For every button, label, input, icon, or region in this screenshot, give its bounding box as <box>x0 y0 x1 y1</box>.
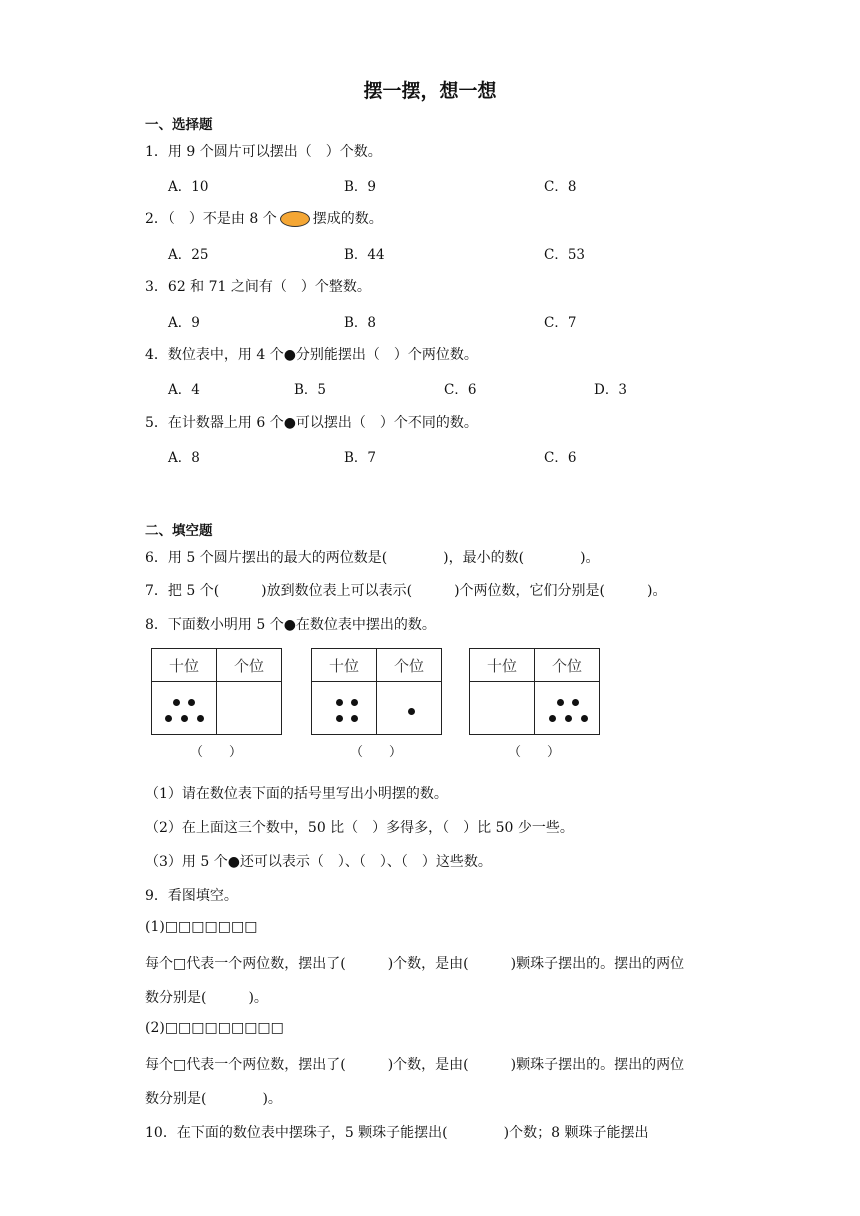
tens-cell <box>312 682 377 735</box>
q5-option-b: B．7 <box>344 450 377 466</box>
bead-dot <box>197 715 204 722</box>
bead-dot <box>549 715 556 722</box>
place-value-table-3 <box>469 648 600 735</box>
question-9-part-1-line-2: 数分别是( )。 <box>145 990 268 1006</box>
question-8-part-2: （2）在上面这三个数中，50 比（ ）多得多，（ ）比 50 少一些。 <box>145 820 574 836</box>
q2-text-after: 摆成的数。 <box>312 211 383 227</box>
bead-dot <box>336 715 343 722</box>
q4-option-b: B．5 <box>294 382 327 398</box>
bead-dot <box>188 699 195 706</box>
bead-dot <box>181 715 188 722</box>
question-10: 10．在下面的数位表中摆珠子，5 颗珠子能摆出( )个数；8 颗珠子能摆出 <box>145 1125 649 1141</box>
bead-dot <box>572 699 579 706</box>
question-9-part-2-line-1: 每个□代表一个两位数，摆出了( )个数，是由( )颗珠子摆出的。摆出的两位 <box>145 1057 685 1073</box>
question-9-part-2-label: (2)□□□□□□□□□ <box>145 1020 284 1036</box>
q2-text-before: 2．（ ）不是由 8 个 <box>145 211 277 227</box>
question-4: 4．数位表中，用 4 个●分别能摆出（ ）个两位数。 <box>145 347 478 363</box>
q1-option-b: B．9 <box>344 179 377 195</box>
question-6: 6．用 5 个圆片摆出的最大的两位数是( )，最小的数( )。 <box>145 550 600 566</box>
ones-cell <box>377 682 442 735</box>
question-2 <box>145 208 383 228</box>
q4-option-d: D．3 <box>594 382 627 398</box>
answer-paren-3: （ ） <box>508 745 561 760</box>
question-8: 8．下面数小明用 5 个●在数位表中摆出的数。 <box>145 617 436 633</box>
section-heading-choice: 一、选择题 <box>145 117 213 133</box>
q2-option-b: B．44 <box>344 247 385 263</box>
bead-dot <box>173 699 180 706</box>
q4-option-a: A．4 <box>168 382 200 398</box>
question-1: 1．用 9 个圆片可以摆出（ ）个数。 <box>145 144 382 160</box>
ones-cell <box>535 682 600 735</box>
q3-option-c: C．7 <box>544 315 577 331</box>
bead-dot <box>408 708 415 715</box>
question-9-part-1-line-1: 每个□代表一个两位数，摆出了( )个数，是由( )颗珠子摆出的。摆出的两位 <box>145 956 685 972</box>
question-9-part-1-label: (1)□□□□□□□ <box>145 919 258 935</box>
q2-option-c: C．53 <box>544 247 586 263</box>
ones-header: 个位 <box>217 649 282 682</box>
question-8-part-3: （3）用 5 个●还可以表示（ ）、（ ）、（ ）这些数。 <box>145 854 492 870</box>
page-title: 摆一摆，想一想 <box>363 80 497 102</box>
bead-dot <box>351 699 358 706</box>
bead-dot <box>336 699 343 706</box>
tens-header: 十位 <box>152 649 217 682</box>
tens-header: 十位 <box>470 649 535 682</box>
question-8-part-1: （1）请在数位表下面的括号里写出小明摆的数。 <box>145 786 448 802</box>
bead-dot <box>557 699 564 706</box>
place-value-table-1 <box>151 648 282 735</box>
answer-paren-1: （ ） <box>190 745 243 760</box>
tens-header: 十位 <box>312 649 377 682</box>
orange-disc-icon <box>280 211 310 227</box>
ones-header: 个位 <box>535 649 600 682</box>
question-9: 9．看图填空。 <box>145 888 238 904</box>
tens-cell <box>152 682 217 735</box>
q1-option-c: C．8 <box>544 179 577 195</box>
q5-option-a: A．8 <box>168 450 200 466</box>
bead-dot <box>581 715 588 722</box>
q3-option-b: B．8 <box>344 315 377 331</box>
question-9-part-2-line-2: 数分别是( )。 <box>145 1091 282 1107</box>
question-7: 7．把 5 个( )放到数位表上可以表示( )个两位数，它们分别是( )。 <box>145 583 667 599</box>
bead-dot <box>351 715 358 722</box>
ones-header: 个位 <box>377 649 442 682</box>
q3-option-a: A．9 <box>168 315 200 331</box>
q2-option-a: A．25 <box>168 247 209 263</box>
q4-option-c: C．6 <box>444 382 477 398</box>
question-3: 3．62 和 71 之间有（ ）个整数。 <box>145 279 371 295</box>
place-value-table-2 <box>311 648 442 735</box>
q1-option-a: A．10 <box>168 179 209 195</box>
q5-option-c: C．6 <box>544 450 577 466</box>
bead-dot <box>165 715 172 722</box>
ones-cell <box>217 682 282 735</box>
tens-cell <box>470 682 535 735</box>
question-5: 5．在计数器上用 6 个●可以摆出（ ）个不同的数。 <box>145 415 478 431</box>
answer-paren-2: （ ） <box>350 745 403 760</box>
bead-dot <box>565 715 572 722</box>
section-heading-fill: 二、填空题 <box>145 523 213 539</box>
